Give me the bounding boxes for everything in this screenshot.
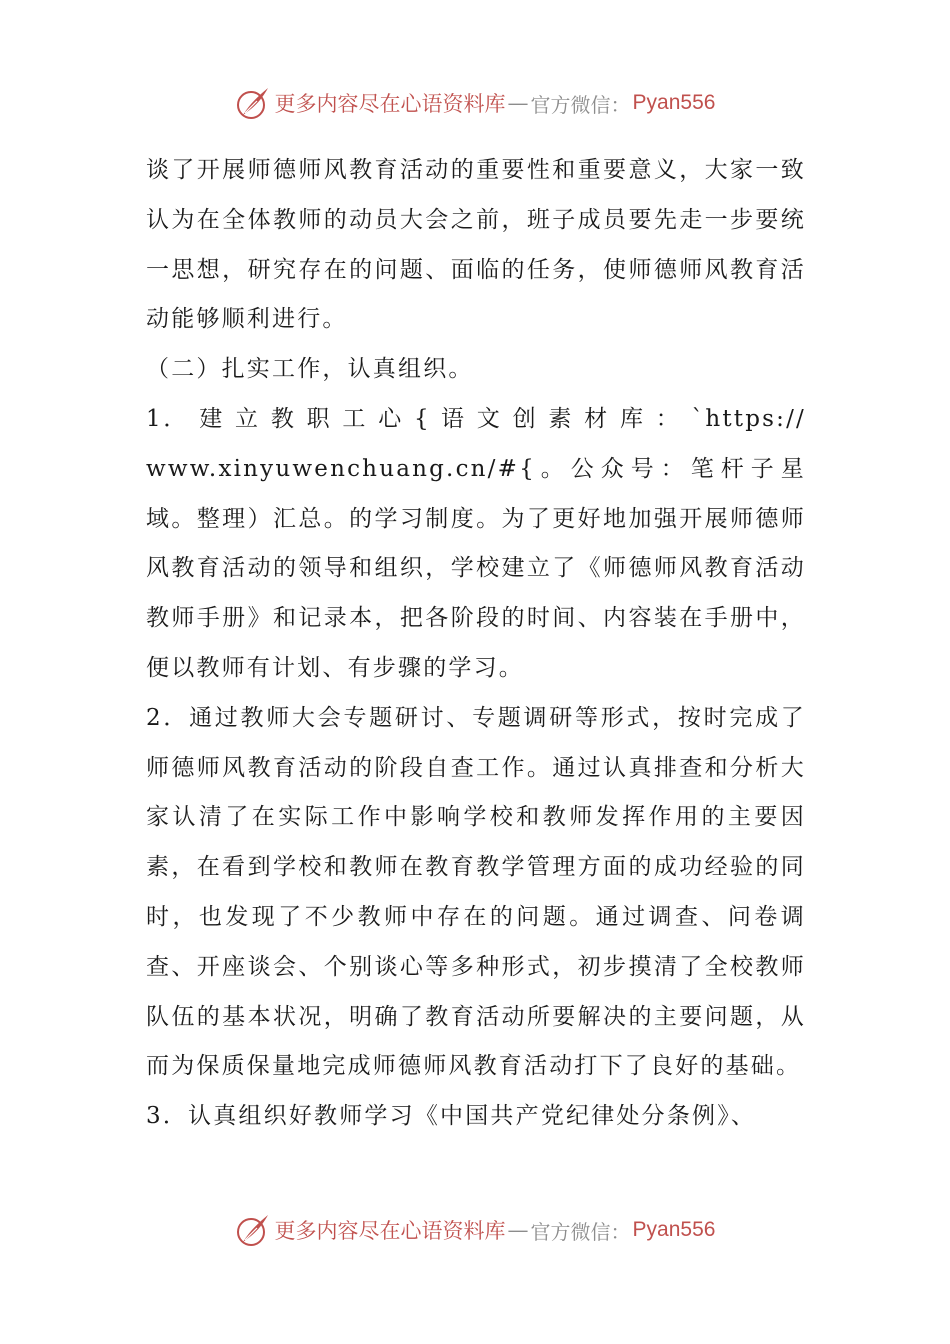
- document-body: [146, 146, 806, 1142]
- banner-dash: —: [507, 91, 529, 115]
- quill-pen-icon: [235, 85, 271, 121]
- banner-wechat-label: 官方微信：: [530, 1219, 631, 1244]
- banner-slogan: 更多内容尽在心语资料库: [274, 92, 506, 116]
- banner-wechat-id: Pyan556: [632, 91, 716, 114]
- paragraph: 谈了开展师德师风教育活动的重要性和重要意义，大家一致认为在全体教师的动员大会之前，班子成员要先走一步要统一思想，研究存在的问题、面临的任务，使师德师风教育活动能够顺利进行。: [146, 157, 806, 333]
- paragraph: www.xinyuwenchuang.cn/#{。公众号：笔杆子星域。整理）汇总。的学习制度。为了更好地加强开展师德师风教育活动的领导和组织，学校建立了《师德师风教育活动教师手册》和记录本，把各阶段的时间、内容装在手册中，便以教师有计划、有步骤的学习。: [146, 455, 806, 681]
- quill-pen-icon: [235, 1212, 271, 1248]
- paragraph: 3．认真组织好教师学习《中国共产党纪律处分条例》、: [146, 1103, 757, 1130]
- paragraph: 1． 建 立 教 职 工 心 { 语 文 创 素 材 库 ： `https://: [146, 405, 806, 432]
- footer-banner: [0, 1210, 950, 1250]
- paragraph: 2．通过教师大会专题研讨、专题调研等形式，按时完成了师德师风教育活动的阶段自查工作。通过认真排查和分析大家认清了在实际工作中影响学校和教师发挥作用的主要因素，在看到学校和教师在教育教学管理方面的成功经验的同时，也发现了不少教师中存在的问题。通过调查、问卷调查、开座谈会、个别谈心等多种形式，初步摸清了全校教师队伍的基本状况，明确了教育活动所要解决的主要问题，从而为保质保量地完成师德师风教育活动打下了良好的基础。: [146, 704, 806, 1080]
- banner-wechat-id: Pyan556: [632, 1218, 716, 1241]
- banner-slogan: 更多内容尽在心语资料库: [274, 1219, 506, 1243]
- section-heading: （二）扎实工作，认真组织。: [146, 356, 474, 383]
- banner-dash: —: [507, 1218, 529, 1242]
- header-banner: [0, 83, 950, 123]
- banner-wechat-label: 官方微信：: [530, 92, 631, 117]
